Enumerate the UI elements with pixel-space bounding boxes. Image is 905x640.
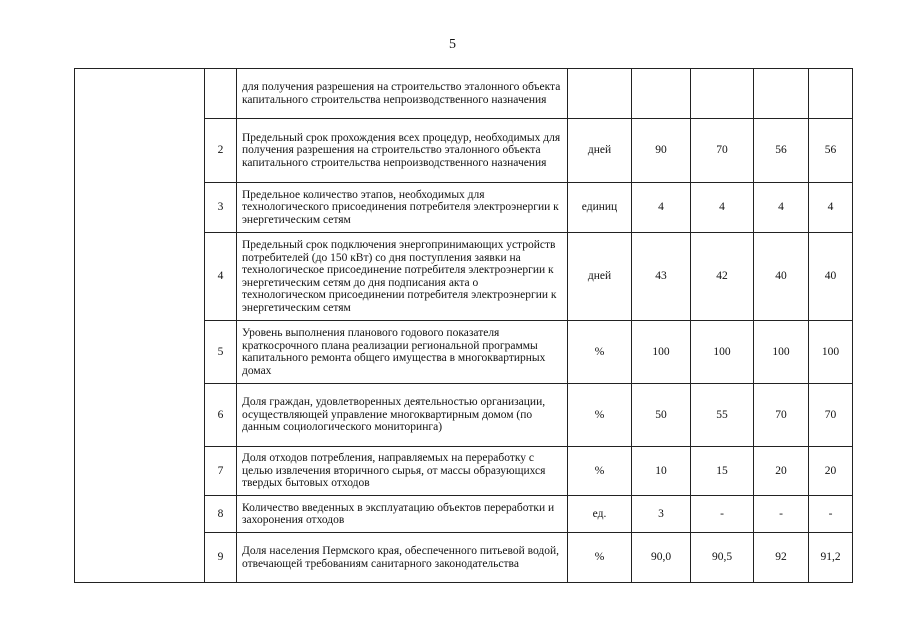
- unit-cell: ед.: [568, 496, 632, 533]
- value-cell-2: -: [691, 496, 754, 533]
- row-number: 8: [205, 496, 237, 533]
- value-cell-4: 20: [809, 447, 853, 496]
- value-cell-4: 91,2: [809, 533, 853, 583]
- row-number: 5: [205, 321, 237, 384]
- value-cell-2: 90,5: [691, 533, 754, 583]
- unit-cell: дней: [568, 119, 632, 183]
- value-cell-2: [691, 69, 754, 119]
- indicator-name: Количество введенных в эксплуатацию объектов переработки и захоронения отходов: [237, 496, 568, 533]
- value-cell-2: 100: [691, 321, 754, 384]
- indicator-name: Предельный срок подключения энергопринимающих устройств потребителей (до 150 кВт) со дня поступления заявки на технологическое присоединение потребителя электроэнергии к энергетическим сетям до дня подписания акта о технологическом присоединении потребителя электроэнергии к энергетическим сетям: [237, 233, 568, 321]
- value-cell-3: 20: [754, 447, 809, 496]
- value-cell-3: 40: [754, 233, 809, 321]
- indicator-name: Доля отходов потребления, направляемых на переработку с целью извлечения вторичного сырья, от массы образующихся твердых бытовых отходов: [237, 447, 568, 496]
- value-cell-4: 70: [809, 384, 853, 447]
- value-cell-2: 4: [691, 183, 754, 233]
- row-number: 9: [205, 533, 237, 583]
- row-number: 3: [205, 183, 237, 233]
- indicator-name: Уровень выполнения планового годового показателя краткосрочного плана реализации региональной программы капитального ремонта общего имущества в многоквартирных домах: [237, 321, 568, 384]
- value-cell-4: 100: [809, 321, 853, 384]
- value-cell-3: 56: [754, 119, 809, 183]
- value-cell-1: 43: [632, 233, 691, 321]
- unit-cell: [568, 69, 632, 119]
- unit-cell: дней: [568, 233, 632, 321]
- value-cell-4: 4: [809, 183, 853, 233]
- indicator-name: для получения разрешения на строительство эталонного объекта капитального строительства непроизводственного назначения: [237, 69, 568, 119]
- row-number: [205, 69, 237, 119]
- value-cell-4: 56: [809, 119, 853, 183]
- value-cell-3: 70: [754, 384, 809, 447]
- value-cell-1: 100: [632, 321, 691, 384]
- indicator-name: Доля граждан, удовлетворенных деятельностью организации, осуществляющей управление многоквартирным домом (по данным социологического мониторинга): [237, 384, 568, 447]
- value-cell-1: 90: [632, 119, 691, 183]
- unit-cell: единиц: [568, 183, 632, 233]
- value-cell-1: [632, 69, 691, 119]
- value-cell-1: 4: [632, 183, 691, 233]
- value-cell-3: 92: [754, 533, 809, 583]
- value-cell-1: 3: [632, 496, 691, 533]
- indicator-name: Предельное количество этапов, необходимых для технологического присоединения потребителя электроэнергии к энергетическим сетям: [237, 183, 568, 233]
- unit-cell: %: [568, 321, 632, 384]
- value-cell-2: 42: [691, 233, 754, 321]
- value-cell-2: 15: [691, 447, 754, 496]
- indicator-name: Доля населения Пермского края, обеспеченного питьевой водой, отвечающей требованиям санитарного законодательства: [237, 533, 568, 583]
- row-number: 7: [205, 447, 237, 496]
- row-number: 6: [205, 384, 237, 447]
- value-cell-4: 40: [809, 233, 853, 321]
- value-cell-1: 90,0: [632, 533, 691, 583]
- value-cell-3: -: [754, 496, 809, 533]
- value-cell-1: 10: [632, 447, 691, 496]
- value-cell-4: -: [809, 496, 853, 533]
- value-cell-4: [809, 69, 853, 119]
- value-cell-1: 50: [632, 384, 691, 447]
- row-number: 4: [205, 233, 237, 321]
- unit-cell: %: [568, 533, 632, 583]
- row-number: 2: [205, 119, 237, 183]
- unit-cell: %: [568, 384, 632, 447]
- value-cell-2: 55: [691, 384, 754, 447]
- unit-cell: %: [568, 447, 632, 496]
- indicators-table: [74, 68, 853, 583]
- merged-first-column-cell: [75, 69, 205, 583]
- value-cell-3: 4: [754, 183, 809, 233]
- value-cell-2: 70: [691, 119, 754, 183]
- indicator-name: Предельный срок прохождения всех процедур, необходимых для получения разрешения на строительство эталонного объекта капитального строительства непроизводственного назначения: [237, 119, 568, 183]
- table-row: [75, 69, 853, 119]
- value-cell-3: 100: [754, 321, 809, 384]
- value-cell-3: [754, 69, 809, 119]
- page-number: 5: [449, 37, 456, 52]
